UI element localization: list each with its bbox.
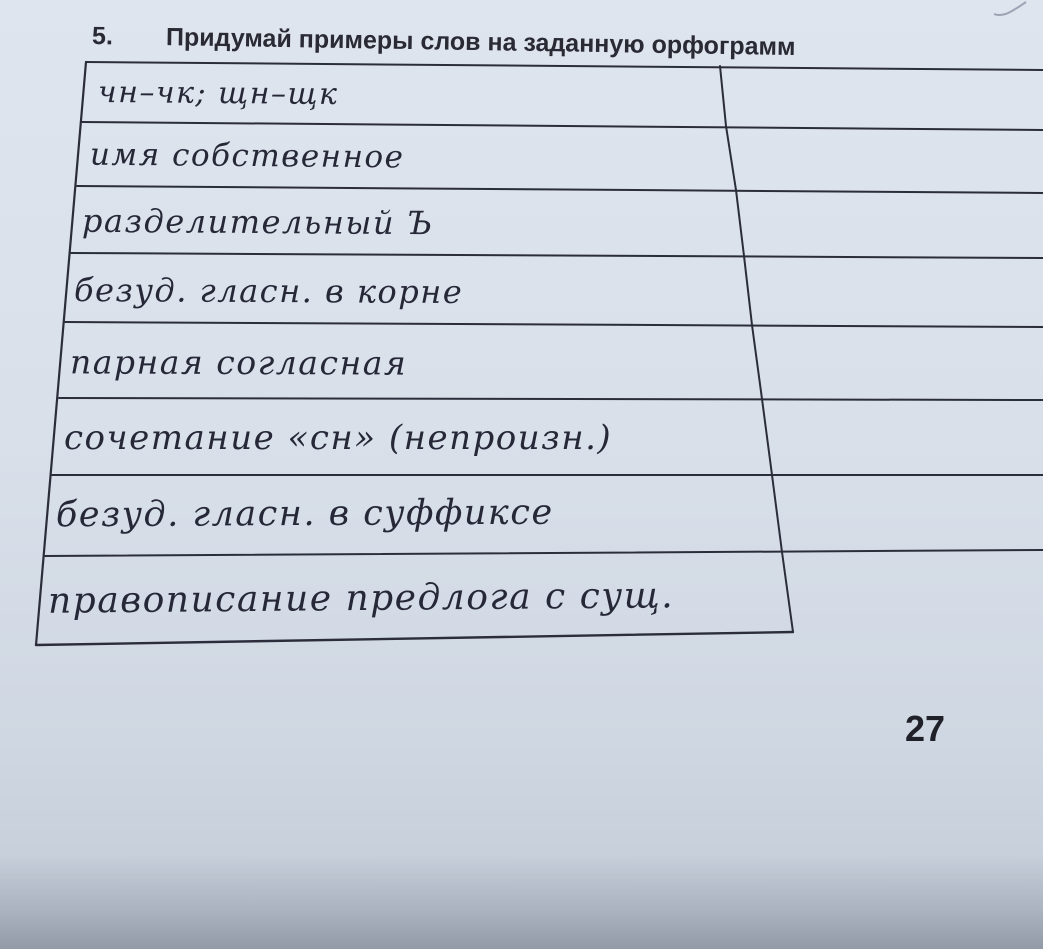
answer-cell-5[interactable] [776, 408, 1038, 468]
row-label-unstressed-root: безуд. гласн. в корне [73, 270, 464, 312]
row-label-paired-consonant: парная согласная [69, 342, 408, 383]
page-number: 27 [905, 708, 946, 749]
task-number: 5. [91, 22, 114, 51]
row-label-unstressed-suffix: безуд. гласн. в суффиксе [55, 492, 554, 536]
answer-cell-6[interactable] [786, 484, 1038, 546]
answer-cell-4[interactable] [766, 336, 1038, 392]
task-title: Придумай примеры слов на заданную орфограмм [165, 23, 796, 62]
answer-cell-2[interactable] [750, 200, 1038, 248]
answer-cell-7[interactable] [798, 560, 1038, 626]
answer-cell-1[interactable] [742, 138, 1037, 182]
answer-cell-0[interactable] [735, 76, 1035, 116]
answer-cell-3[interactable] [758, 266, 1038, 318]
row-label-chn-chk: чн–чк; щн–щк [97, 74, 339, 113]
row-label-hard-sign: разделительный Ъ [81, 201, 434, 243]
page-bottom-shadow [0, 854, 1043, 949]
row-label-proper-noun: имя собственное [89, 136, 405, 176]
row-label-preposition: правописание предлога с сущ. [47, 575, 675, 622]
row-label-silent-consonant: сочетание «сн» (непроизн.) [64, 418, 613, 458]
